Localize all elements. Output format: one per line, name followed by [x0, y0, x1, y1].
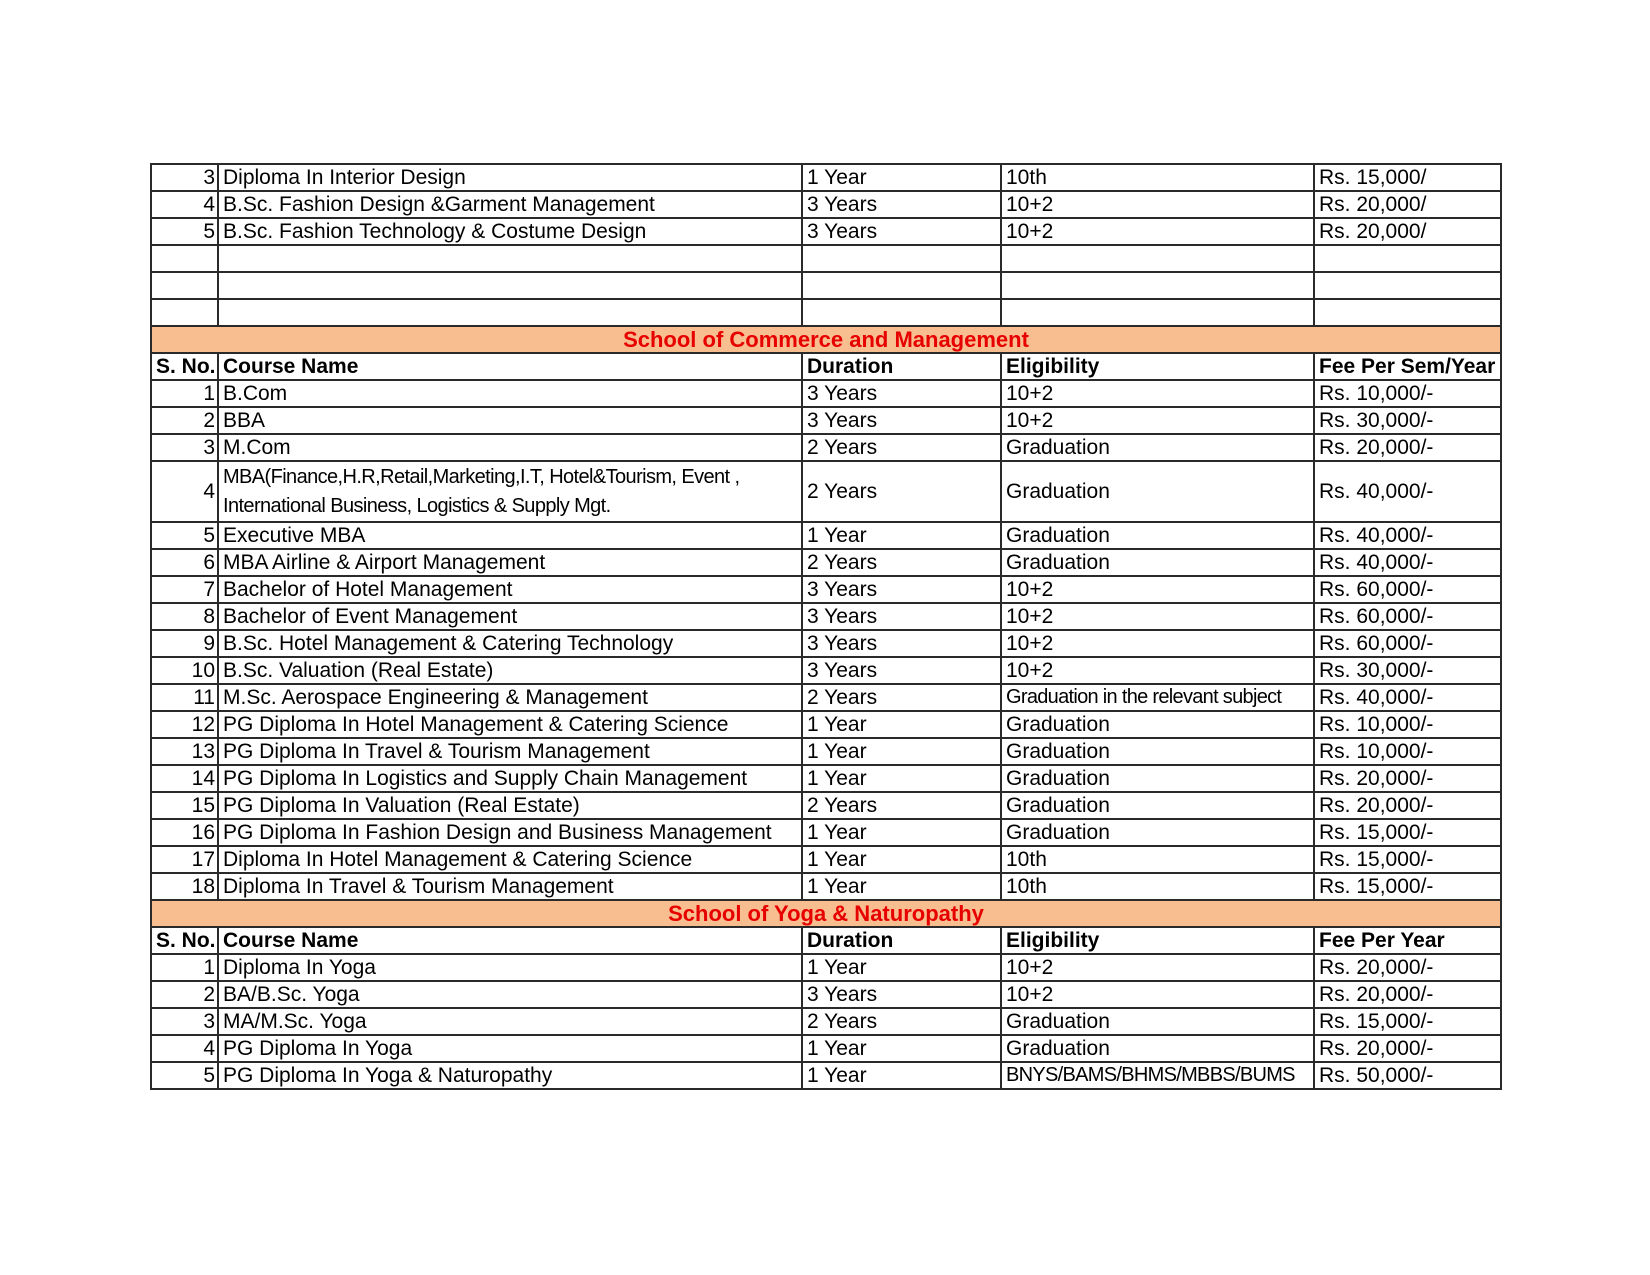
fee-cell: Rs. 20,000/- [1314, 981, 1501, 1008]
fee-cell: Rs. 20,000/- [1314, 765, 1501, 792]
eligibility-cell: Graduation [1001, 765, 1314, 792]
eligibility-cell: 10+2 [1001, 218, 1314, 245]
table-row [151, 522, 1501, 549]
empty-cell [218, 299, 802, 326]
fee-cell: Rs. 15,000/- [1314, 846, 1501, 873]
duration-cell: 3 Years [802, 576, 1001, 603]
table-row [151, 711, 1501, 738]
table-row [151, 191, 1501, 218]
sno-cell: 5 [151, 522, 218, 549]
table-row [151, 461, 1501, 522]
fee-cell: Rs. 15,000/- [1314, 819, 1501, 846]
eligibility-cell: Graduation [1001, 711, 1314, 738]
table-row [151, 738, 1501, 765]
table-row [151, 1008, 1501, 1035]
sno-cell: 3 [151, 1008, 218, 1035]
eligibility-cell: Graduation [1001, 434, 1314, 461]
eligibility-cell: 10+2 [1001, 954, 1314, 981]
sno-cell: 3 [151, 164, 218, 191]
course-cell: PG Diploma In Travel & Tourism Management [218, 738, 802, 765]
sno-cell: 3 [151, 434, 218, 461]
table-row [151, 218, 1501, 245]
fee-cell: Rs. 10,000/- [1314, 711, 1501, 738]
fee-cell: Rs. 40,000/- [1314, 684, 1501, 711]
header-fee: Fee Per Sem/Year [1314, 353, 1501, 380]
duration-cell: 3 Years [802, 218, 1001, 245]
eligibility-cell: Graduation [1001, 819, 1314, 846]
sno-cell: 5 [151, 218, 218, 245]
course-cell: MA/M.Sc. Yoga [218, 1008, 802, 1035]
table-row [151, 603, 1501, 630]
course-cell: B.Com [218, 380, 802, 407]
course-cell: M.Sc. Aerospace Engineering & Management [218, 684, 802, 711]
sno-cell: 1 [151, 380, 218, 407]
sno-cell: 4 [151, 191, 218, 218]
eligibility-cell: 10+2 [1001, 603, 1314, 630]
fee-cell: Rs. 20,000/ [1314, 191, 1501, 218]
duration-cell: 3 Years [802, 191, 1001, 218]
empty-cell [1314, 245, 1501, 272]
empty-cell [802, 272, 1001, 299]
sno-cell: 12 [151, 711, 218, 738]
fee-cell: Rs. 20,000/- [1314, 1035, 1501, 1062]
empty-cell [1314, 299, 1501, 326]
fee-cell: Rs. 20,000/ [1314, 218, 1501, 245]
empty-cell [218, 245, 802, 272]
course-cell: PG Diploma In Valuation (Real Estate) [218, 792, 802, 819]
duration-cell: 1 Year [802, 765, 1001, 792]
sno-cell: 5 [151, 1062, 218, 1089]
eligibility-cell: Graduation in the relevant subject [1001, 684, 1314, 711]
fee-cell: Rs. 10,000/- [1314, 738, 1501, 765]
course-fee-table [150, 163, 1502, 1090]
course-cell: MBA Airline & Airport Management [218, 549, 802, 576]
sno-cell: 8 [151, 603, 218, 630]
sno-cell: 16 [151, 819, 218, 846]
eligibility-cell: 10th [1001, 846, 1314, 873]
fee-cell: Rs. 40,000/- [1314, 522, 1501, 549]
fee-cell: Rs. 20,000/- [1314, 792, 1501, 819]
duration-cell: 2 Years [802, 792, 1001, 819]
table-row [151, 380, 1501, 407]
eligibility-cell: 10+2 [1001, 657, 1314, 684]
fee-cell: Rs. 20,000/- [1314, 434, 1501, 461]
header-sno: S. No. [151, 353, 218, 380]
sno-cell: 2 [151, 407, 218, 434]
sno-cell: 15 [151, 792, 218, 819]
table-row [151, 630, 1501, 657]
empty-cell [151, 299, 218, 326]
section-title: School of Commerce and Management [151, 326, 1501, 353]
course-cell: Diploma In Interior Design [218, 164, 802, 191]
header-course: Course Name [218, 927, 802, 954]
sno-cell: 6 [151, 549, 218, 576]
course-cell: MBA(Finance,H.R,Retail,Marketing,I.T, Hotel&Tourism, Event , International Business, Logistics & Supply Mgt. [218, 461, 802, 522]
duration-cell: 3 Years [802, 380, 1001, 407]
eligibility-cell: 10+2 [1001, 191, 1314, 218]
eligibility-cell: Graduation [1001, 522, 1314, 549]
header-duration: Duration [802, 927, 1001, 954]
duration-cell: 3 Years [802, 630, 1001, 657]
course-cell: BA/B.Sc. Yoga [218, 981, 802, 1008]
course-cell: BBA [218, 407, 802, 434]
course-cell: B.Sc. Hotel Management & Catering Technology [218, 630, 802, 657]
course-cell: PG Diploma In Fashion Design and Business Management [218, 819, 802, 846]
fee-cell: Rs. 60,000/- [1314, 630, 1501, 657]
empty-cell [1001, 245, 1314, 272]
section-header-yoga [151, 900, 1501, 927]
table-row [151, 1062, 1501, 1089]
eligibility-cell: Graduation [1001, 1035, 1314, 1062]
duration-cell: 2 Years [802, 1008, 1001, 1035]
table-row [151, 576, 1501, 603]
duration-cell: 2 Years [802, 549, 1001, 576]
duration-cell: 3 Years [802, 657, 1001, 684]
sno-cell: 7 [151, 576, 218, 603]
eligibility-cell: Graduation [1001, 792, 1314, 819]
sno-cell: 4 [151, 461, 218, 522]
duration-cell: 1 Year [802, 954, 1001, 981]
header-course: Course Name [218, 353, 802, 380]
section-title: School of Yoga & Naturopathy [151, 900, 1501, 927]
eligibility-cell: 10+2 [1001, 407, 1314, 434]
table-row [151, 1035, 1501, 1062]
header-duration: Duration [802, 353, 1001, 380]
empty-cell [151, 272, 218, 299]
fee-cell: Rs. 50,000/- [1314, 1062, 1501, 1089]
table-row [151, 792, 1501, 819]
duration-cell: 2 Years [802, 684, 1001, 711]
course-cell: PG Diploma In Hotel Management & Catering Science [218, 711, 802, 738]
empty-cell [802, 245, 1001, 272]
empty-cell [802, 299, 1001, 326]
course-cell: Bachelor of Event Management [218, 603, 802, 630]
empty-row [151, 299, 1501, 326]
empty-row [151, 245, 1501, 272]
fee-cell: Rs. 15,000/ [1314, 164, 1501, 191]
course-cell: B.Sc. Fashion Technology & Costume Design [218, 218, 802, 245]
fee-cell: Rs. 60,000/- [1314, 603, 1501, 630]
duration-cell: 3 Years [802, 981, 1001, 1008]
eligibility-cell: Graduation [1001, 1008, 1314, 1035]
fee-cell: Rs. 20,000/- [1314, 954, 1501, 981]
duration-cell: 1 Year [802, 738, 1001, 765]
column-header-row [151, 927, 1501, 954]
sno-cell: 17 [151, 846, 218, 873]
course-cell: PG Diploma In Logistics and Supply Chain Management [218, 765, 802, 792]
table-row [151, 765, 1501, 792]
course-cell: PG Diploma In Yoga [218, 1035, 802, 1062]
sno-cell: 11 [151, 684, 218, 711]
eligibility-cell: 10+2 [1001, 380, 1314, 407]
course-cell: B.Sc. Fashion Design &Garment Management [218, 191, 802, 218]
sno-cell: 10 [151, 657, 218, 684]
duration-cell: 3 Years [802, 603, 1001, 630]
header-eligibility: Eligibility [1001, 927, 1314, 954]
duration-cell: 3 Years [802, 407, 1001, 434]
table-row [151, 434, 1501, 461]
eligibility-cell: Graduation [1001, 549, 1314, 576]
duration-cell: 1 Year [802, 164, 1001, 191]
column-header-row [151, 353, 1501, 380]
eligibility-cell: 10+2 [1001, 576, 1314, 603]
table-row [151, 873, 1501, 900]
sno-cell: 1 [151, 954, 218, 981]
header-eligibility: Eligibility [1001, 353, 1314, 380]
eligibility-cell: 10th [1001, 873, 1314, 900]
sno-cell: 14 [151, 765, 218, 792]
duration-cell: 1 Year [802, 819, 1001, 846]
duration-cell: 2 Years [802, 461, 1001, 522]
empty-cell [218, 272, 802, 299]
duration-cell: 1 Year [802, 1035, 1001, 1062]
table-row [151, 407, 1501, 434]
course-cell: Diploma In Hotel Management & Catering Science [218, 846, 802, 873]
eligibility-cell: 10+2 [1001, 630, 1314, 657]
fee-cell: Rs. 40,000/- [1314, 461, 1501, 522]
course-cell: M.Com [218, 434, 802, 461]
empty-cell [1001, 272, 1314, 299]
sno-cell: 4 [151, 1035, 218, 1062]
eligibility-cell: BNYS/BAMS/BHMS/MBBS/BUMS [1001, 1062, 1314, 1089]
duration-cell: 1 Year [802, 1062, 1001, 1089]
course-cell: Diploma In Yoga [218, 954, 802, 981]
empty-cell [151, 245, 218, 272]
course-cell: B.Sc. Valuation (Real Estate) [218, 657, 802, 684]
fee-cell: Rs. 10,000/- [1314, 380, 1501, 407]
table-row [151, 684, 1501, 711]
duration-cell: 1 Year [802, 873, 1001, 900]
duration-cell: 2 Years [802, 434, 1001, 461]
eligibility-cell: Graduation [1001, 738, 1314, 765]
table-row [151, 657, 1501, 684]
fee-cell: Rs. 30,000/- [1314, 657, 1501, 684]
empty-row [151, 272, 1501, 299]
sno-cell: 18 [151, 873, 218, 900]
sno-cell: 9 [151, 630, 218, 657]
fee-cell: Rs. 30,000/- [1314, 407, 1501, 434]
eligibility-cell: 10th [1001, 164, 1314, 191]
section-header-commerce [151, 326, 1501, 353]
empty-cell [1314, 272, 1501, 299]
sno-cell: 13 [151, 738, 218, 765]
table-row [151, 549, 1501, 576]
table-row [151, 164, 1501, 191]
table-row [151, 846, 1501, 873]
header-sno: S. No. [151, 927, 218, 954]
course-cell: Executive MBA [218, 522, 802, 549]
duration-cell: 1 Year [802, 522, 1001, 549]
table-row [151, 819, 1501, 846]
sno-cell: 2 [151, 981, 218, 1008]
eligibility-cell: Graduation [1001, 461, 1314, 522]
eligibility-cell: 10+2 [1001, 981, 1314, 1008]
course-cell: PG Diploma In Yoga & Naturopathy [218, 1062, 802, 1089]
header-fee: Fee Per Year [1314, 927, 1501, 954]
fee-cell: Rs. 15,000/- [1314, 873, 1501, 900]
empty-cell [1001, 299, 1314, 326]
duration-cell: 1 Year [802, 846, 1001, 873]
table-row [151, 981, 1501, 1008]
fee-cell: Rs. 40,000/- [1314, 549, 1501, 576]
fee-cell: Rs. 60,000/- [1314, 576, 1501, 603]
fee-cell: Rs. 15,000/- [1314, 1008, 1501, 1035]
duration-cell: 1 Year [802, 711, 1001, 738]
table-row [151, 954, 1501, 981]
course-cell: Bachelor of Hotel Management [218, 576, 802, 603]
course-cell: Diploma In Travel & Tourism Management [218, 873, 802, 900]
